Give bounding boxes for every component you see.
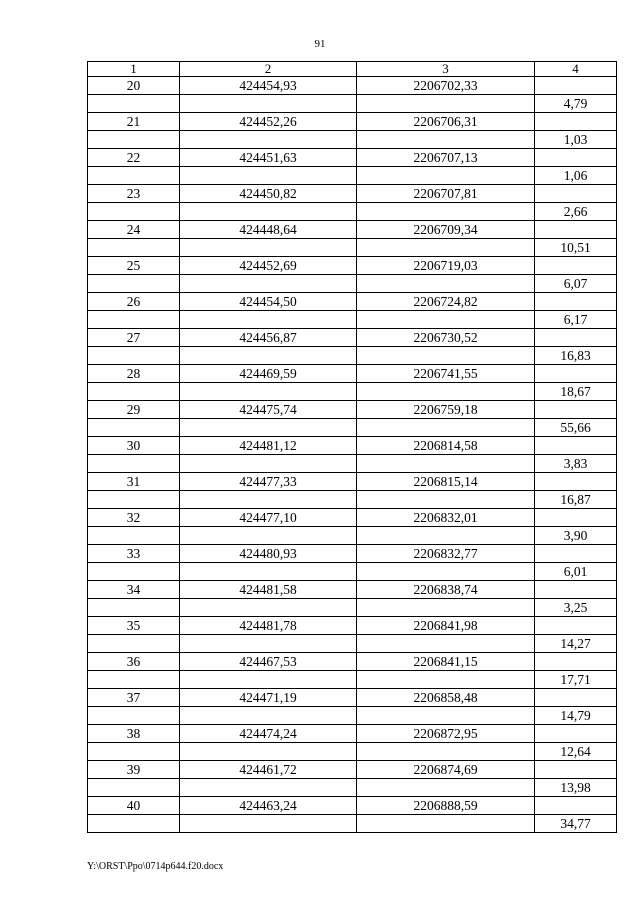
y-coordinate-cell: 2206858,48 [357,689,535,707]
table-row [88,797,617,815]
x-coordinate-cell: 424452,26 [180,113,357,131]
empty-cell [357,95,535,113]
empty-cell [357,419,535,437]
x-coordinate-cell: 424469,59 [180,365,357,383]
y-coordinate-cell: 2206707,13 [357,149,535,167]
empty-cell [180,347,357,365]
y-coordinate-cell: 2206838,74 [357,581,535,599]
point-number-cell: 38 [88,725,180,743]
empty-cell [535,725,617,743]
x-coordinate-cell: 424477,10 [180,509,357,527]
empty-cell [535,761,617,779]
table-row [88,761,617,779]
y-coordinate-cell: 2206888,59 [357,797,535,815]
segment-length-cell: 16,87 [535,491,617,509]
column-header-2: 2 [180,62,357,77]
x-coordinate-cell: 424480,93 [180,545,357,563]
empty-cell [180,167,357,185]
segment-length-cell: 10,51 [535,239,617,257]
empty-cell [357,779,535,797]
empty-cell [357,275,535,293]
empty-cell [535,437,617,455]
empty-cell [535,221,617,239]
empty-cell [180,131,357,149]
empty-cell [535,797,617,815]
empty-cell [180,527,357,545]
column-header-3: 3 [357,62,535,77]
empty-cell [357,671,535,689]
empty-cell [88,779,180,797]
table-row [88,365,617,383]
table-row [88,347,617,365]
empty-cell [88,491,180,509]
y-coordinate-cell: 2206814,58 [357,437,535,455]
x-coordinate-cell: 424474,24 [180,725,357,743]
empty-cell [357,239,535,257]
segment-length-cell: 6,07 [535,275,617,293]
empty-cell [88,347,180,365]
empty-cell [535,293,617,311]
empty-cell [357,167,535,185]
table-row [88,221,617,239]
empty-cell [88,131,180,149]
coordinates-table-body [88,62,617,833]
empty-cell [535,401,617,419]
x-coordinate-cell: 424452,69 [180,257,357,275]
y-coordinate-cell: 2206709,34 [357,221,535,239]
empty-cell [357,491,535,509]
empty-cell [357,635,535,653]
point-number-cell: 27 [88,329,180,347]
table-row [88,401,617,419]
table-row [88,725,617,743]
segment-length-cell: 3,25 [535,599,617,617]
table-row [88,257,617,275]
segment-length-cell: 1,06 [535,167,617,185]
table-row [88,509,617,527]
table-row [88,581,617,599]
segment-length-cell: 12,64 [535,743,617,761]
table-row [88,167,617,185]
segment-length-cell: 6,01 [535,563,617,581]
empty-cell [88,275,180,293]
point-number-cell: 33 [88,545,180,563]
point-number-cell: 32 [88,509,180,527]
point-number-cell: 24 [88,221,180,239]
x-coordinate-cell: 424461,72 [180,761,357,779]
empty-cell [535,77,617,95]
empty-cell [180,671,357,689]
empty-cell [88,707,180,725]
table-row [88,185,617,203]
empty-cell [357,383,535,401]
segment-length-cell: 34,77 [535,815,617,833]
empty-cell [535,653,617,671]
point-number-cell: 31 [88,473,180,491]
empty-cell [535,257,617,275]
footer-file-path: Y:\ORST\Ppo\0714p644.f20.docx [87,861,224,872]
empty-cell [535,581,617,599]
empty-cell [535,509,617,527]
empty-cell [88,743,180,761]
empty-cell [180,635,357,653]
segment-length-cell: 4,79 [535,95,617,113]
empty-cell [180,563,357,581]
x-coordinate-cell: 424477,33 [180,473,357,491]
x-coordinate-cell: 424448,64 [180,221,357,239]
table-row [88,419,617,437]
empty-cell [357,563,535,581]
empty-cell [535,473,617,491]
empty-cell [535,617,617,635]
x-coordinate-cell: 424475,74 [180,401,357,419]
empty-cell [88,599,180,617]
x-coordinate-cell: 424456,87 [180,329,357,347]
table-row [88,275,617,293]
empty-cell [88,311,180,329]
table-row [88,95,617,113]
y-coordinate-cell: 2206741,55 [357,365,535,383]
empty-cell [357,203,535,221]
point-number-cell: 29 [88,401,180,419]
empty-cell [535,365,617,383]
table-row [88,779,617,797]
table-row [88,635,617,653]
y-coordinate-cell: 2206724,82 [357,293,535,311]
segment-length-cell: 1,03 [535,131,617,149]
table-row [88,473,617,491]
x-coordinate-cell: 424481,78 [180,617,357,635]
segment-length-cell: 3,83 [535,455,617,473]
point-number-cell: 30 [88,437,180,455]
point-number-cell: 21 [88,113,180,131]
y-coordinate-cell: 2206872,95 [357,725,535,743]
empty-cell [180,491,357,509]
empty-cell [88,635,180,653]
empty-cell [357,815,535,833]
empty-cell [535,113,617,131]
x-coordinate-cell: 424454,50 [180,293,357,311]
x-coordinate-cell: 424481,12 [180,437,357,455]
x-coordinate-cell: 424454,93 [180,77,357,95]
point-number-cell: 34 [88,581,180,599]
table-row [88,131,617,149]
empty-cell [88,671,180,689]
table-row [88,293,617,311]
empty-cell [88,527,180,545]
point-number-cell: 36 [88,653,180,671]
point-number-cell: 35 [88,617,180,635]
empty-cell [535,185,617,203]
x-coordinate-cell: 424481,58 [180,581,357,599]
point-number-cell: 39 [88,761,180,779]
y-coordinate-cell: 2206832,01 [357,509,535,527]
empty-cell [180,707,357,725]
table-row [88,149,617,167]
empty-cell [88,95,180,113]
table-row [88,455,617,473]
y-coordinate-cell: 2206841,15 [357,653,535,671]
coordinates-table [87,61,617,833]
point-number-cell: 25 [88,257,180,275]
empty-cell [357,599,535,617]
table-row [88,617,617,635]
empty-cell [180,383,357,401]
point-number-cell: 22 [88,149,180,167]
table-row [88,689,617,707]
empty-cell [180,419,357,437]
table-row [88,491,617,509]
empty-cell [535,689,617,707]
empty-cell [357,707,535,725]
segment-length-cell: 17,71 [535,671,617,689]
empty-cell [180,743,357,761]
table-row [88,815,617,833]
segment-length-cell: 13,98 [535,779,617,797]
table-row [88,113,617,131]
empty-cell [180,599,357,617]
empty-cell [180,203,357,221]
table-row [88,203,617,221]
empty-cell [357,311,535,329]
y-coordinate-cell: 2206815,14 [357,473,535,491]
y-coordinate-cell: 2206759,18 [357,401,535,419]
empty-cell [88,455,180,473]
empty-cell [180,455,357,473]
point-number-cell: 40 [88,797,180,815]
empty-cell [357,527,535,545]
segment-length-cell: 14,79 [535,707,617,725]
empty-cell [180,275,357,293]
empty-cell [357,131,535,149]
segment-length-cell: 6,17 [535,311,617,329]
table-row [88,671,617,689]
empty-cell [357,347,535,365]
page-number: 91 [314,38,326,50]
empty-cell [535,149,617,167]
x-coordinate-cell: 424451,63 [180,149,357,167]
y-coordinate-cell: 2206730,52 [357,329,535,347]
table-row [88,653,617,671]
empty-cell [88,239,180,257]
point-number-cell: 26 [88,293,180,311]
table-row [88,743,617,761]
table-row [88,239,617,257]
empty-cell [180,95,357,113]
empty-cell [88,815,180,833]
x-coordinate-cell: 424463,24 [180,797,357,815]
x-coordinate-cell: 424467,53 [180,653,357,671]
table-header-row [88,62,617,77]
y-coordinate-cell: 2206706,31 [357,113,535,131]
empty-cell [88,167,180,185]
y-coordinate-cell: 2206707,81 [357,185,535,203]
column-header-1: 1 [88,62,180,77]
segment-length-cell: 2,66 [535,203,617,221]
segment-length-cell: 16,83 [535,347,617,365]
empty-cell [357,455,535,473]
table-row [88,311,617,329]
empty-cell [180,815,357,833]
empty-cell [180,779,357,797]
empty-cell [88,383,180,401]
segment-length-cell: 18,67 [535,383,617,401]
table-row [88,437,617,455]
segment-length-cell: 14,27 [535,635,617,653]
empty-cell [180,311,357,329]
empty-cell [88,563,180,581]
table-row [88,563,617,581]
point-number-cell: 20 [88,77,180,95]
empty-cell [535,545,617,563]
empty-cell [535,329,617,347]
x-coordinate-cell: 424471,19 [180,689,357,707]
y-coordinate-cell: 2206874,69 [357,761,535,779]
y-coordinate-cell: 2206719,03 [357,257,535,275]
table-row [88,77,617,95]
table-row [88,707,617,725]
y-coordinate-cell: 2206702,33 [357,77,535,95]
empty-cell [357,743,535,761]
empty-cell [180,239,357,257]
y-coordinate-cell: 2206832,77 [357,545,535,563]
table-row [88,383,617,401]
table-row [88,599,617,617]
point-number-cell: 28 [88,365,180,383]
point-number-cell: 23 [88,185,180,203]
column-header-4: 4 [535,62,617,77]
y-coordinate-cell: 2206841,98 [357,617,535,635]
table-row [88,329,617,347]
empty-cell [88,419,180,437]
segment-length-cell: 3,90 [535,527,617,545]
point-number-cell: 37 [88,689,180,707]
table-row [88,545,617,563]
segment-length-cell: 55,66 [535,419,617,437]
empty-cell [88,203,180,221]
table-row [88,527,617,545]
x-coordinate-cell: 424450,82 [180,185,357,203]
